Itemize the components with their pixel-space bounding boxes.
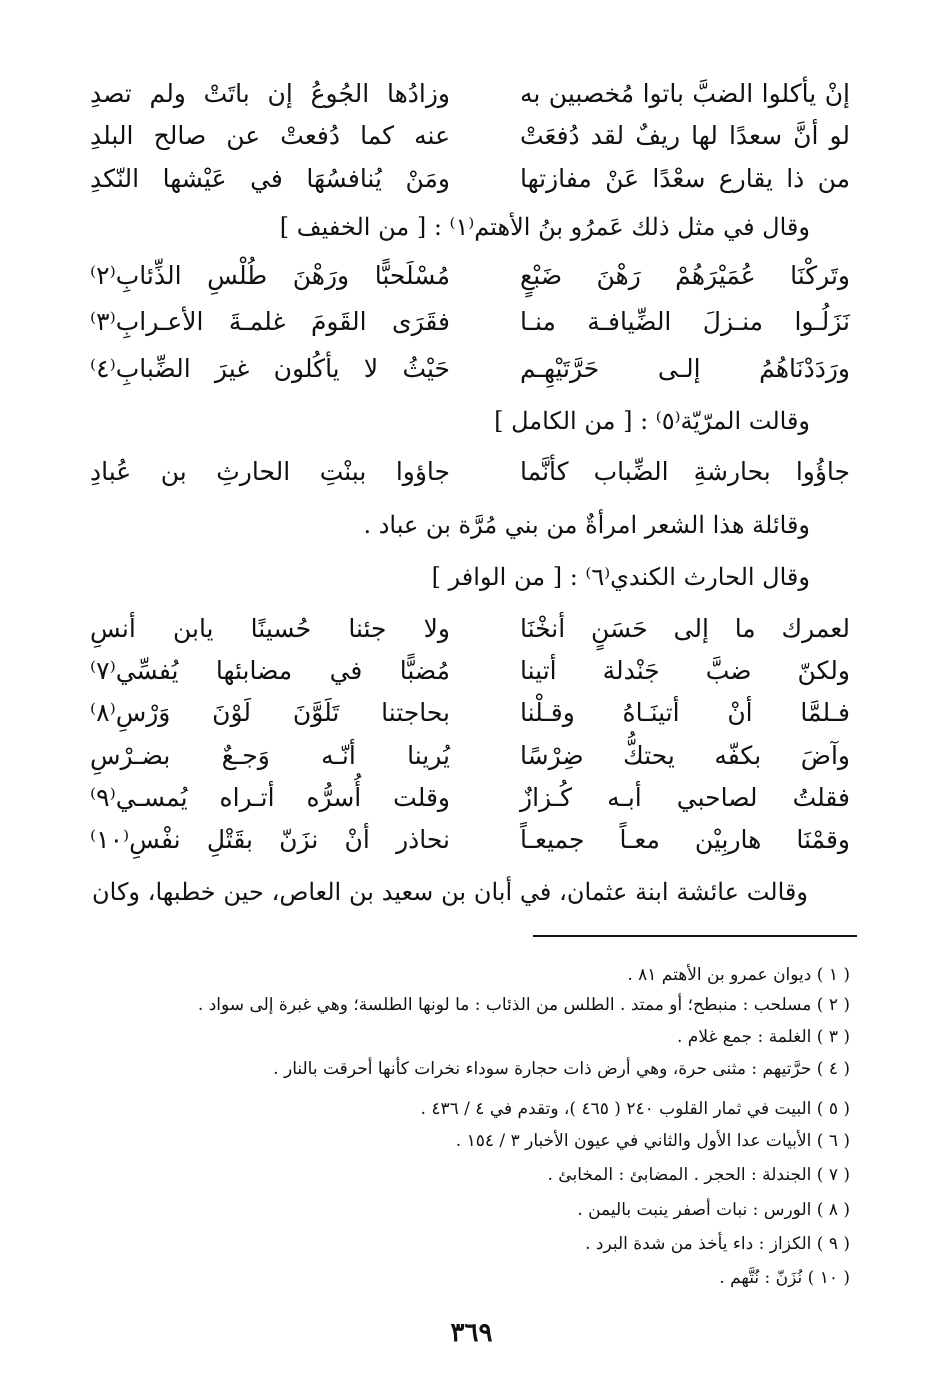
verse-first-hemistich: لو أنَّ سعدًا لها ريفٌ لقد دُفعَتْ <box>520 121 850 150</box>
footnote: ( ٨ ) الورس : نبات أصفر ينبت باليمن . <box>577 1200 850 1220</box>
verse-line <box>90 114 850 158</box>
verse-second-hemistich: وقلت أُسرُّه أتـراه يُمسـي⁽٩⁾ <box>90 783 450 812</box>
verse-second-hemistich: وزادُها الجُوعُ إن باتَتْ ولم تصدِ <box>90 79 450 108</box>
verse-first-hemistich: لعمرك ما إلى حَسَنٍ أنخْنَا <box>520 614 850 643</box>
verse-line <box>90 734 850 778</box>
verse-first-hemistich: جاؤُوا بحارشةِ الضِّباب كأنَّما <box>520 457 850 486</box>
footnote: ( ١ ) ديوان عمرو بن الأهتم ٨١ . <box>627 965 850 985</box>
verse-first-hemistich: ولكنّ ضبَّ جَنْدلة أتينا <box>520 656 850 685</box>
verse-second-hemistich: مُضبًّا في مضابئها يُفسِّي⁽٧⁾ <box>90 656 450 685</box>
verse-second-hemistich: فقَرَى القَومَ غلمـةَ الأعـرابِ⁽٣⁾ <box>90 307 450 336</box>
verse-first-hemistich: وقمْنَا هاربِيْن معـاً جميعـاً <box>520 825 850 854</box>
footnote: ( ٩ ) الكزاز : داء يأخذ من شدة البرد . <box>585 1234 850 1254</box>
prose-line: وقائلة هذا الشعر امرأةٌ من بني مُرَّة بن عباد . <box>363 511 810 539</box>
verse-first-hemistich: وآضَ بكفّه يحتكُّ ضِرْسًا <box>520 741 850 770</box>
footnote: ( ٦ ) الأبيات عدا الأول والثاني في عيون الأخبار ٣ / ١٥٤ . <box>455 1131 850 1151</box>
verse-line <box>90 818 850 862</box>
footnote: ( ٥ ) البيت في ثمار القلوب ٢٤٠ ( ٤٦٥ )، وتقدم في ٤ / ٤٣٦ . <box>420 1099 850 1119</box>
prose-line: وقالت عائشة ابنة عثمان، في أبان بن سعيد بن العاص، حين خطبها، وكان <box>92 878 808 906</box>
verse-second-hemistich: ومَنْ يُنافسُهَا في عَيْشها النّكدِ <box>90 164 450 193</box>
verse-second-hemistich: مُسْلَحبًّا ورَهْنَ طُلْسِ الذِّئابِ⁽٢⁾ <box>90 261 450 290</box>
footnote: ( ٢ ) مسلحب : منبطح؛ أو ممتد . الطلس من الذئاب : ما لونها الطلسة؛ وهي غبرة إلى سواد . <box>197 995 850 1015</box>
verse-line <box>90 691 850 735</box>
verse-second-hemistich: جاؤوا ببنْتِ الحارثِ بن عُبادِ <box>90 457 450 486</box>
verse-line <box>90 450 850 494</box>
footnote: ( ١٠ ) نُزَنّ : نُتَّهم . <box>719 1268 850 1288</box>
verse-line <box>90 72 850 116</box>
poem-intro: وقال في مثل ذلك عَمرُو بنُ الأهتم⁽١⁾ : [ من الخفيف ] <box>279 213 810 241</box>
verse-second-hemistich: بحاجتنا تَلَوَّنَ لَوْنَ وَرْسِ⁽٨⁾ <box>90 698 450 727</box>
verse-line <box>90 649 850 693</box>
verse-second-hemistich: حَيْثُ لا يأكُلون غيرَ الضِّبابِ⁽٤⁾ <box>90 354 450 383</box>
verse-first-hemistich: نَزَلُـوا منـزلَ الضِّيافـة منـا <box>520 307 850 336</box>
footnote-divider <box>533 935 857 937</box>
verse-first-hemistich: من ذا يقارع سعْدًا عَنْ مفازتها <box>520 164 850 193</box>
verse-second-hemistich: نحاذر أنْ نزَنّ بقَتْلِ نفْسِ⁽١٠⁾ <box>90 825 450 854</box>
verse-line <box>90 300 850 344</box>
verse-first-hemistich: وتَركْنَا عُمَيْرَهُمْ رَهْنَ ضَبْعٍ <box>520 261 850 290</box>
poem-intro: وقال الحارث الكندي⁽٦⁾ : [ من الوافر ] <box>431 563 810 591</box>
verse-first-hemistich: فـلمَّا أنْ أتينَـاهُ وقـلْنا <box>520 698 850 727</box>
verse-second-hemistich: عنه كما دُفعتْ عن صالح البلدِ <box>90 121 450 150</box>
verse-first-hemistich: ورَدَدْنَاهُمُ إلـى حَرَّتَيْهِـم <box>520 354 850 383</box>
verse-line <box>90 347 850 391</box>
footnote: ( ٧ ) الجندلة : الحجر . المضابئ : المخابئ . <box>547 1165 850 1185</box>
footnote: ( ٤ ) حرَّتيهم : مثنى حرة، وهي أرض ذات حجارة سوداء نخرات كأنها أحرقت بالنار . <box>273 1059 850 1079</box>
verse-line <box>90 254 850 298</box>
verse-line <box>90 607 850 651</box>
verse-second-hemistich: يُرينا أنّـه وَجـعٌ بضـرْسِ <box>90 741 450 770</box>
verse-first-hemistich: إنْ يأكلوا الضبَّ باتوا مُخصبين به <box>520 79 850 108</box>
poem-intro: وقالت المرّيّة⁽٥⁾ : [ من الكامل ] <box>494 407 810 435</box>
verse-first-hemistich: فقلتُ لصاحبي أبـه كُـزازٌ <box>520 783 850 812</box>
page-number: ٣٦٩ <box>450 1318 493 1348</box>
verse-line <box>90 157 850 201</box>
footnote: ( ٣ ) الغلمة : جمع غلام . <box>677 1027 850 1047</box>
verse-line <box>90 776 850 820</box>
verse-second-hemistich: ولا جئنا حُسينًا يابن أنسِ <box>90 614 450 643</box>
